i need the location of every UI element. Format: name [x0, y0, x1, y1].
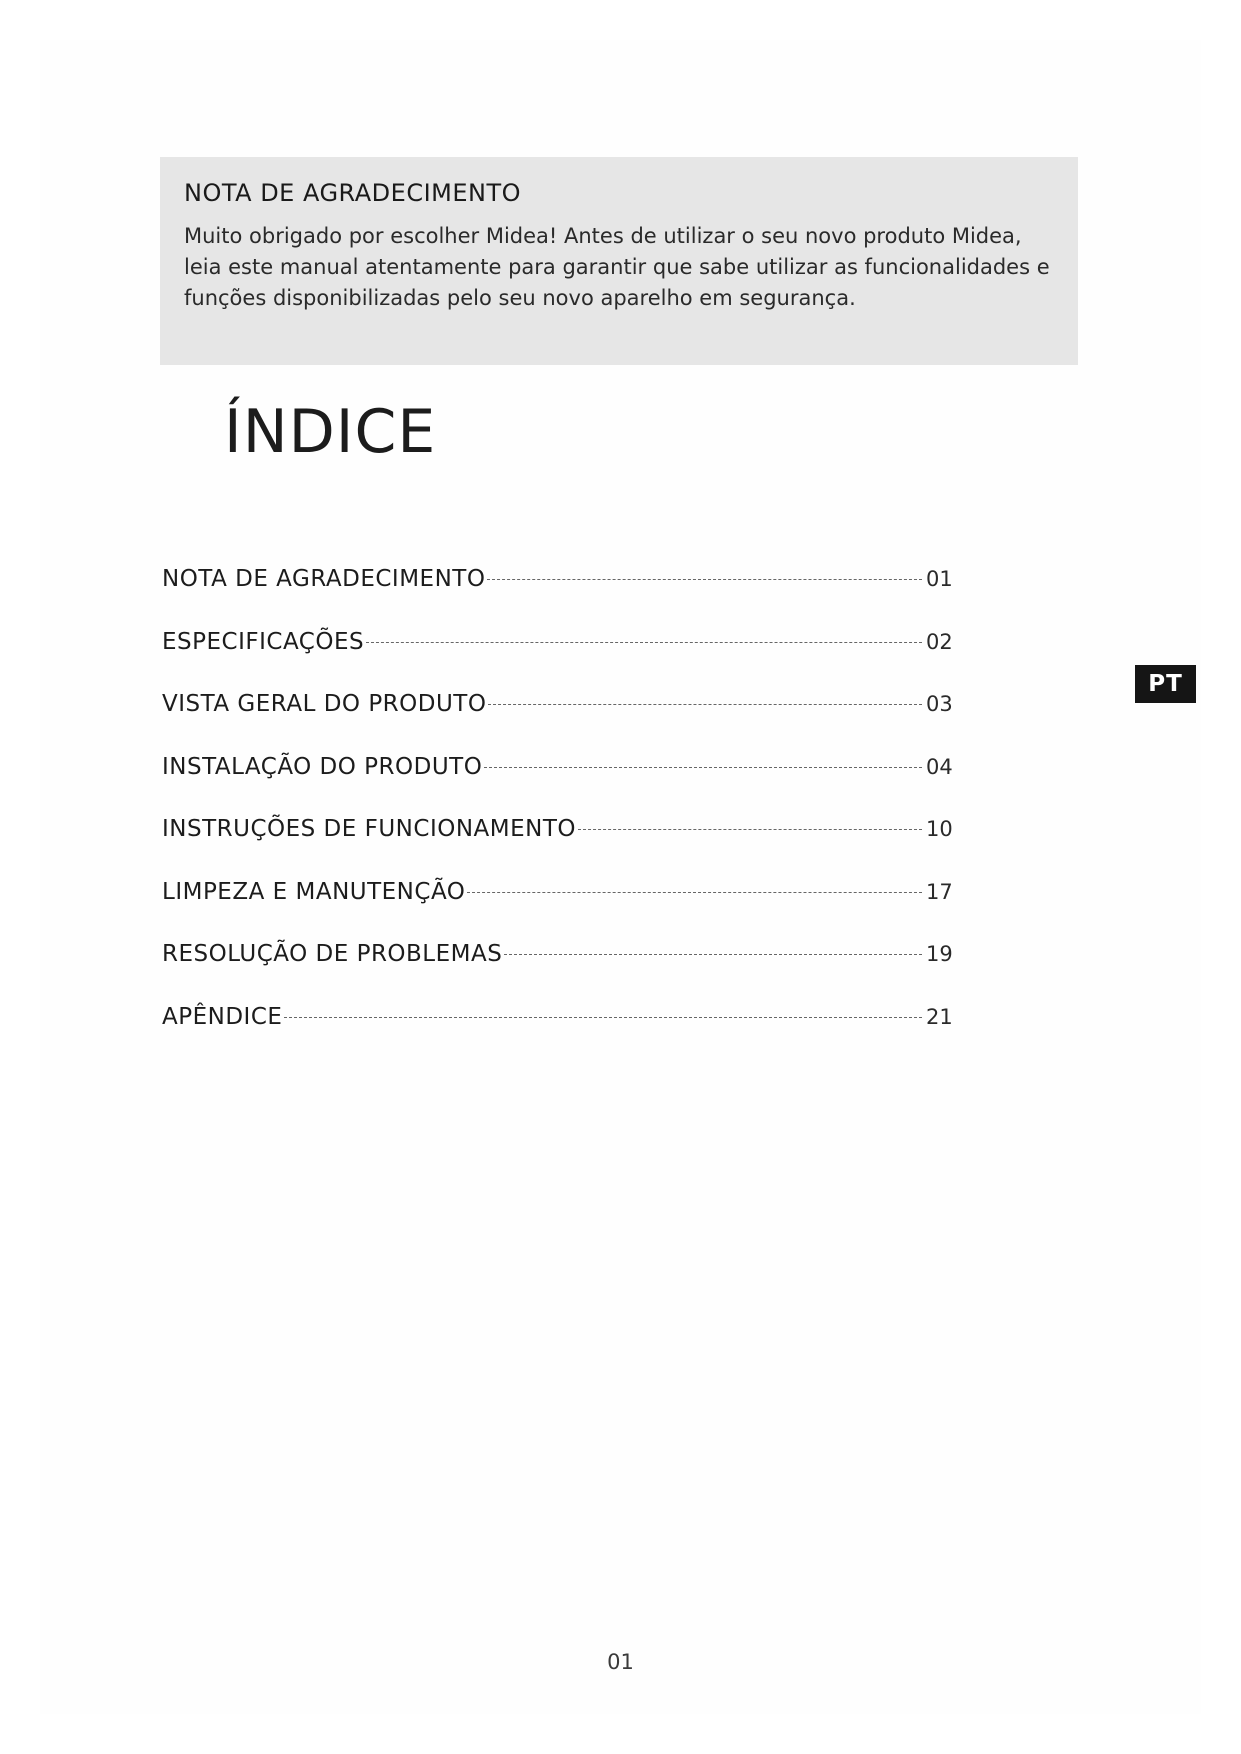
toc-dot-leader	[366, 642, 922, 643]
toc-dot-leader	[484, 767, 922, 768]
toc-dot-leader	[504, 954, 922, 955]
toc-entry-cleaning-maintenance[interactable]	[162, 879, 962, 942]
toc-entry-label: APÊNDICE	[162, 1003, 283, 1030]
toc-dot-leader	[487, 579, 922, 580]
index-title: ÍNDICE	[224, 397, 437, 467]
toc-entry-label: LIMPEZA E MANUTENÇÃO	[162, 878, 466, 905]
toc-dot-leader	[488, 704, 922, 705]
thank-you-note-box	[160, 157, 1078, 365]
toc-dot-leader	[467, 892, 922, 893]
thank-you-note-text: Muito obrigado por escolher Midea! Antes de utilizar o seu novo produto Midea, leia este manual atentamente para garantir que sabe utilizar as funcionalidades e funções disponibilizadas pelo seu novo aparelho em segurança.	[184, 224, 1050, 310]
toc-entry-page: 17	[926, 879, 953, 904]
toc-dot-leader	[578, 829, 922, 830]
toc-entry-label: INSTRUÇÕES DE FUNCIONAMENTO	[162, 816, 577, 842]
toc-entry-thank-you-note[interactable]	[162, 566, 962, 629]
toc-entry-label: RESOLUÇÃO DE PROBLEMAS	[162, 941, 503, 967]
table-of-contents	[162, 566, 962, 1066]
toc-entry-label: ESPECIFICAÇÕES	[162, 628, 365, 655]
toc-entry-page: 10	[926, 817, 953, 841]
toc-entry-page: 03	[926, 692, 953, 716]
toc-entry-page: 21	[926, 1004, 953, 1029]
toc-entry-operating-instructions[interactable]	[162, 816, 962, 879]
thank-you-note-title: NOTA DE AGRADECIMENTO	[184, 179, 522, 207]
toc-entry-specifications[interactable]	[162, 629, 962, 692]
toc-dot-leader	[284, 1017, 922, 1018]
toc-entry-label: INSTALAÇÃO DO PRODUTO	[162, 753, 483, 780]
language-tab: PT	[1135, 665, 1196, 703]
toc-entry-page: 04	[926, 754, 953, 779]
toc-entry-label: VISTA GERAL DO PRODUTO	[162, 691, 487, 717]
page-number: 01	[607, 1650, 634, 1674]
toc-entry-label: NOTA DE AGRADECIMENTO	[162, 566, 486, 592]
toc-entry-troubleshooting[interactable]	[162, 941, 962, 1004]
toc-entry-page: 19	[926, 942, 953, 966]
toc-entry-product-installation[interactable]	[162, 754, 962, 817]
toc-entry-page: 02	[926, 629, 953, 654]
toc-entry-page: 01	[926, 567, 953, 591]
toc-entry-product-overview[interactable]	[162, 691, 962, 754]
toc-entry-appendix[interactable]	[162, 1004, 962, 1067]
